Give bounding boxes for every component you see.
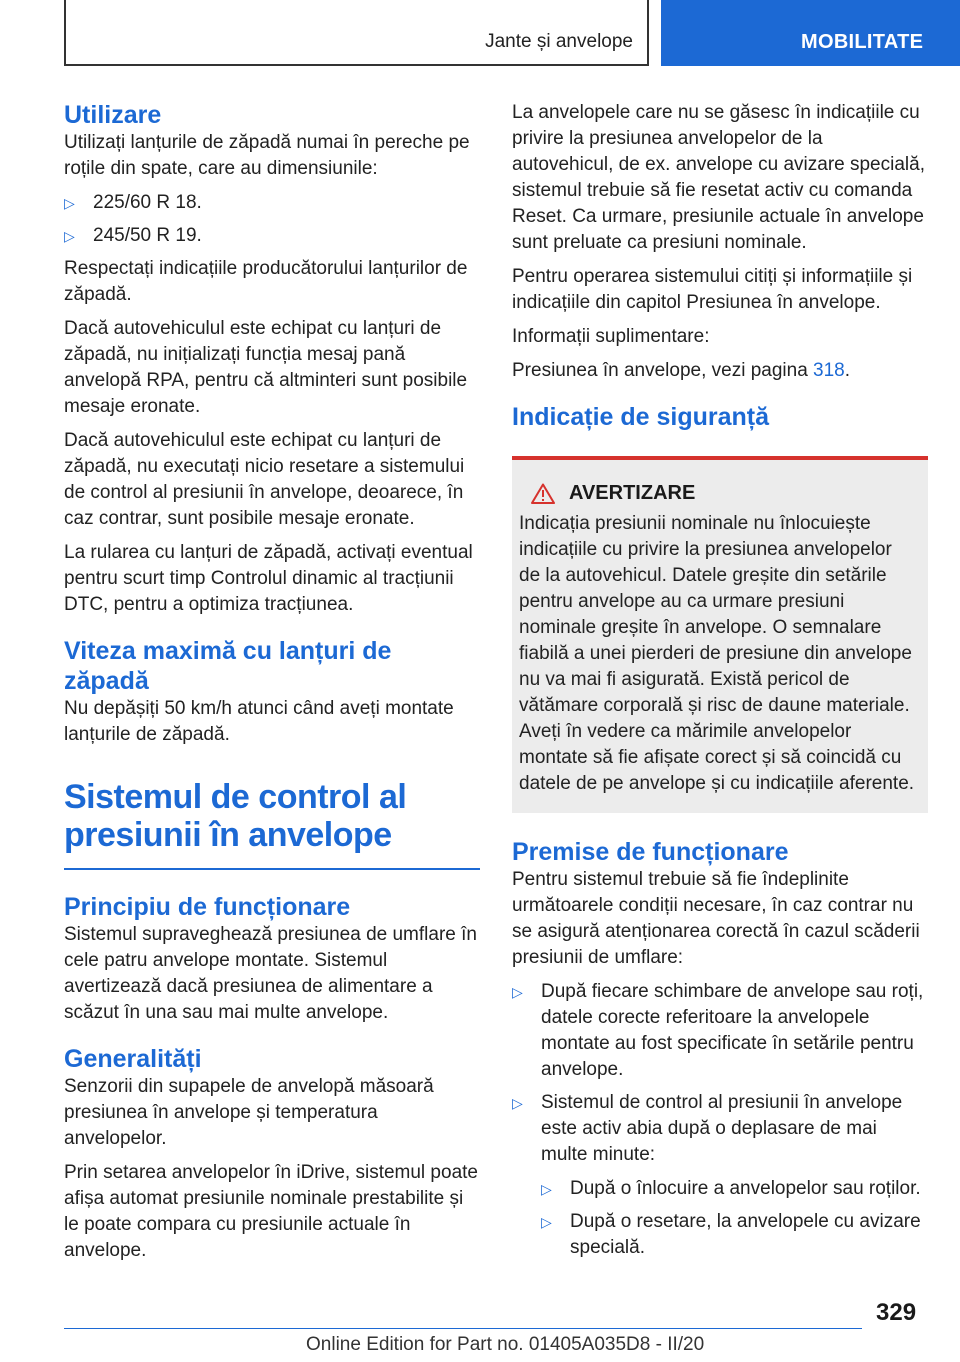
viteza-p1: Nu depășiți 50 km/h atunci când aveți montate lanțurile de zăpadă. <box>64 698 454 745</box>
utilizare-p3: Dacă autovehiculul este echipat cu lanțuri de zăpadă, nu inițializați funcția mesaj pană anvelopă RPA, pentru că altminteri sunt posibile mesaje eronate. <box>64 318 468 417</box>
generalitati-p1: Senzorii din supapele de anvelopă măsoară presiunea în anvelope și temperatura anvelopelor. <box>64 1076 434 1149</box>
heading-generalitati: Generalități <box>64 1045 202 1073</box>
footer-edition: Online Edition for Part no. 01405A035D8 - II/20 <box>306 1334 705 1355</box>
list-item: ▷ 225/60 R 18. <box>64 190 480 216</box>
premise-list <box>512 979 928 1261</box>
utilizare-p1: Utilizați lanțurile de zăpadă numai în pereche pe roțile din spate, care au dimensiunile: <box>64 132 470 179</box>
utilizare-p4: Dacă autovehiculul este echipat cu lanțuri de zăpadă, nu executați nicio resetare a sistemului de control al presiunii în anvelope, deoarece, în caz contrar, sunt posibile mesaje eronate. <box>64 430 465 529</box>
page-reference-link[interactable]: 318 <box>813 360 845 381</box>
warning-box <box>512 456 928 813</box>
section-divider <box>64 868 480 870</box>
premise-p1: Pentru sistemul trebuie să fie îndeplinite următoarele condiții necesare, în caz contrar nu se asigură atenționarea corectă în cazul scăderii presiunii de umflare: <box>512 869 920 968</box>
heading-siguranta: Indicație de siguranță <box>512 403 770 431</box>
list-item-text: Sistemul de control al presiunii în anvelope este activ abia după o deplasare de mai multe minute: <box>541 1092 903 1165</box>
warning-triangle-icon <box>531 483 555 504</box>
header-section-title: Jante și anvelope <box>485 31 633 52</box>
header-chapter-label: MOBILITATE <box>801 31 924 53</box>
generalitati-p2: Prin setarea anvelopelor în iDrive, sistemul poate afișa automat presiunile nominale prestabilite și le poate compara cu presiunile actuale în anvelope. <box>64 1162 478 1261</box>
utilizare-p2: Respectați indicațiile producătorului lanțurilor de zăpadă. <box>64 258 468 305</box>
list-item: ▷ După o înlocuire a anvelopelor sau roților. <box>541 1176 928 1202</box>
heading-utilizare: Utilizare <box>64 101 162 129</box>
right-p2: Pentru operarea sistemului citiți și informațiile și indicațiile din capitol Presiunea în anvelope. <box>512 266 913 313</box>
heading-sistemul: Sistemul de control al presiunii în anvelope <box>64 778 407 854</box>
list-item: ▷ După o resetare, la anvelopele cu avizare specială. <box>541 1209 928 1261</box>
page-number: 329 <box>876 1299 917 1326</box>
right-p3: Informații suplimentare: <box>512 326 710 347</box>
heading-principiu: Principiu de funcționare <box>64 893 351 921</box>
right-p4-text: Presiunea în anvelope, vezi pagina <box>512 360 814 381</box>
footer-divider <box>64 1328 862 1329</box>
list-item: ▷ 245/50 R 19. <box>64 223 480 249</box>
heading-premise: Premise de funcționare <box>512 838 789 866</box>
right-column <box>512 100 928 1268</box>
header-chapter-tab <box>661 0 960 66</box>
premise-sublist <box>541 1176 928 1261</box>
heading-viteza: Viteza maximă cu lanțuri de zăpadă <box>64 637 392 695</box>
principiu-p1: Sistemul supraveghează presiunea de umflare în cele patru anvelope montate. Sistemul avertizează dacă presiunea de alimentare a scăzut în una sau mai multe anvelope. <box>64 924 477 1023</box>
left-column <box>64 100 480 1272</box>
utilizare-p5: La rularea cu lanțuri de zăpadă, activați eventual pentru scurt timp Controlul dinamic al tracțiunii DTC, pentru a optimiza tracțiunea. <box>64 542 473 615</box>
warning-title-text: AVERTIZARE <box>569 482 696 504</box>
right-p4 <box>512 358 928 384</box>
warning-text: Indicația presiunii nominale nu înlocuiește indicațiile cu privire la presiunea anvelopelor de la autovehicul. Datele greșite din setările pentru anvelope au ca urmare presiuni nominale greșite în anvelope. O semnalare fiabilă a unei pierderi de presiune din anvelope nu va mai fi asigurată. Există pericol de vătămare corporală și risc de daune materiale. Aveți în vedere ca mărimile anvelopelor montate să fie afișate corect și să coincidă cu datele de pe anvelope și cu indicațiile aferente. <box>519 513 915 794</box>
list-item <box>512 1090 928 1261</box>
right-p4-end: . <box>844 360 851 381</box>
warning-title <box>519 482 918 505</box>
chain-sizes-list <box>64 190 480 249</box>
right-p1: La anvelopele care nu se găsesc în indicațiile cu privire la presiunea anvelopelor de la autovehicul, de ex. anvelope cu avizare specială, sistemul trebuie să fie resetat activ cu comanda Reset. Ca urmare, presiunile actuale în anvelope sunt preluate ca presiuni nominale. <box>512 102 925 253</box>
header-section-box <box>64 0 649 66</box>
list-item: ▷ După fiecare schimbare de anvelope sau roți, datele corecte referitoare la anvelopele montate au fost specificate în setările pentru anvelope. <box>512 979 928 1083</box>
